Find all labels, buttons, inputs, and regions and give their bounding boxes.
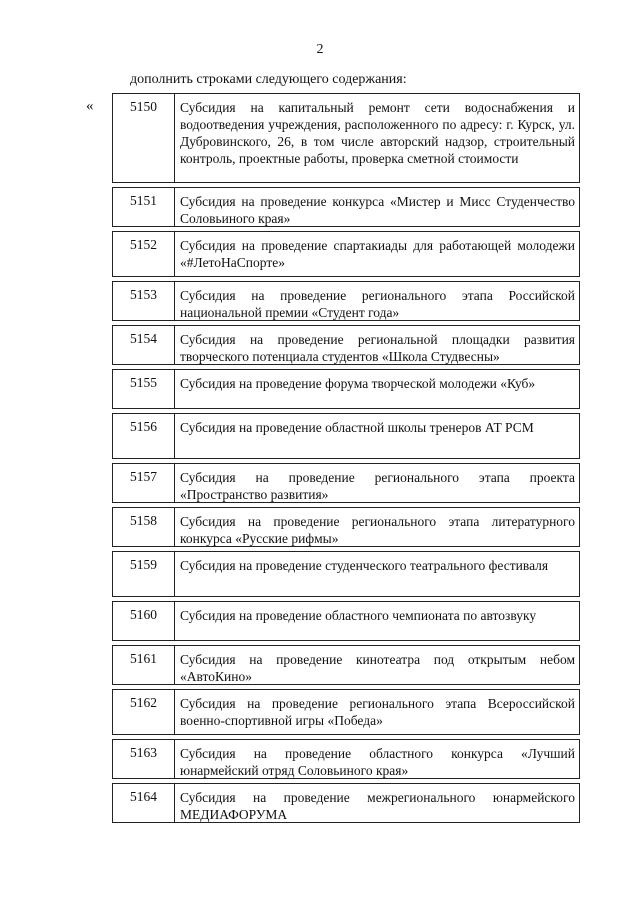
- row-description: Субсидия на проведение регионального этапа литературного конкурса «Русские рифмы»: [180, 514, 575, 546]
- row-code: 5155: [113, 370, 175, 408]
- row-code: 5152: [113, 232, 175, 276]
- row-description: Субсидия на проведение форума творческой молодежи «Куб»: [180, 376, 536, 391]
- table-row: [112, 369, 580, 409]
- table-row: [112, 739, 580, 779]
- row-description: Субсидия на проведение регионального этапа Российской национальной премии «Студент года»: [180, 288, 575, 320]
- row-description: Субсидия на проведение студенческого театрального фестиваля: [180, 558, 549, 573]
- table-row: [112, 689, 580, 735]
- row-code: 5162: [113, 690, 175, 734]
- row-code: 5156: [113, 414, 175, 458]
- row-code: 5150: [113, 94, 175, 182]
- open-quote: «: [86, 98, 94, 114]
- row-code: 5154: [113, 326, 175, 364]
- table-row: [112, 325, 580, 365]
- row-description: Субсидия на проведение областного чемпионата по автозвуку: [180, 608, 537, 623]
- row-description: Субсидия на проведение регионального этапа Всероссийской военно-спортивной игры «Победа»: [180, 696, 575, 728]
- row-code: 5151: [113, 188, 175, 226]
- row-code: 5159: [113, 552, 175, 596]
- table-row: [112, 187, 580, 227]
- row-description: Субсидия на проведение областной школы тренеров АТ РСМ: [180, 420, 534, 435]
- table-row: [112, 93, 580, 183]
- row-description: Субсидия на проведение региональной площадки развития творческого потенциала студентов «Школа Студвесны»: [180, 332, 575, 364]
- row-description: Субсидия на капитальный ремонт сети водоснабжения и водоотведения учреждения, расположенного по адресу: г. Курск, ул. Дубровинского, 26, в том числе авторский надзор, строительный контроль, проектные работы, проверка сметной стоимости: [180, 100, 575, 166]
- row-code: 5157: [113, 464, 175, 502]
- table-row: [112, 231, 580, 277]
- table-row: [112, 463, 580, 503]
- table-row: [112, 645, 580, 685]
- row-code: 5160: [113, 602, 175, 640]
- page-number: 2: [316, 42, 324, 57]
- row-code: 5164: [113, 784, 175, 822]
- row-code: 5158: [113, 508, 175, 546]
- row-description: Субсидия на проведение конкурса «Мистер и Мисс Студенчество Соловьиного края»: [180, 194, 575, 226]
- table-row: [112, 281, 580, 321]
- row-description: Субсидия на проведение регионального этапа проекта «Пространство развития»: [180, 470, 575, 502]
- intro-text: дополнить строками следующего содержания:: [130, 72, 407, 87]
- row-code: 5153: [113, 282, 175, 320]
- table-row: [112, 413, 580, 459]
- table-row: [112, 551, 580, 597]
- table-row: [112, 601, 580, 641]
- table-row: [112, 783, 580, 823]
- row-code: 5161: [113, 646, 175, 684]
- table-row: [112, 507, 580, 547]
- row-description: Субсидия на проведение спартакиады для работающей молодежи «#ЛетоНаСпорте»: [180, 238, 575, 270]
- row-description: Субсидия на проведение областного конкурса «Лучший юнармейский отряд Соловьиного края»: [180, 746, 575, 778]
- subsidy-table: [112, 93, 580, 827]
- row-code: 5163: [113, 740, 175, 778]
- row-description: Субсидия на проведение кинотеатра под открытым небом «АвтоКино»: [180, 652, 575, 684]
- row-description: Субсидия на проведение межрегионального юнармейского МЕДИАФОРУМА: [180, 790, 575, 822]
